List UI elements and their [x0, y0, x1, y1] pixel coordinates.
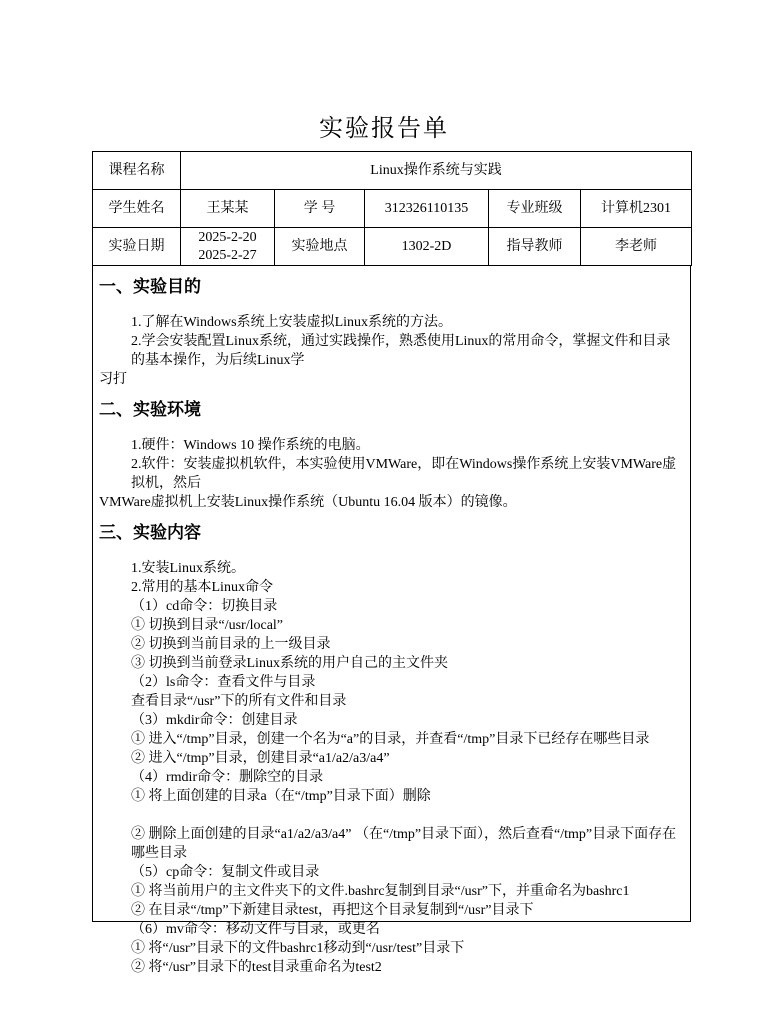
content-line: （1）cd命令：切换目录	[131, 599, 278, 614]
class-label: 专业班级	[489, 190, 581, 228]
environment-line: 2.软件：安装虚拟机软件，本实验使用VMWare，即在Windows操作系统上安装VMWare虚拟机，然后	[131, 457, 677, 491]
environment-line: VMWare虚拟机上安装Linux操作系统（Ubuntu 16.04 版本）的镜像。	[99, 495, 517, 510]
content-line: ① 进入“/tmp”目录，创建一个名为“a”的目录，并查看“/tmp”目录下已经存在哪些目录	[131, 732, 650, 747]
content-line: ② 删除上面创建的目录“a1/a2/a3/a4” （在“/tmp”目录下面），然后查看“/tmp”目录下面存在哪些目录	[131, 827, 677, 861]
content-line: （6）mv命令：移动文件与目录，或更名	[131, 922, 380, 937]
place-value: 1302-2D	[365, 228, 489, 266]
purpose-heading: 一、实验目的	[99, 277, 201, 296]
content-line: （5）cp命令：复制文件或目录	[131, 865, 320, 880]
place-label: 实验地点	[275, 228, 365, 266]
content-line: ② 在目录“/tmp”下新建目录test，再把这个目录复制到“/usr”目录下	[131, 903, 534, 918]
content-line: ③ 切换到当前登录Linux系统的用户自己的主文件夹	[131, 656, 448, 671]
date-label: 实验日期	[93, 228, 181, 266]
content-line: ① 切换到目录“/usr/local”	[131, 618, 284, 633]
date-value	[181, 228, 275, 266]
date-value-start: 2025-2-20	[198, 229, 257, 245]
info-row-date	[93, 228, 692, 266]
environment-line: 1.硬件：Windows 10 操作系统的电脑。	[131, 438, 370, 453]
content-line: ① 将当前用户的主文件夹下的文件.bashrc复制到目录“/usr”下，并重命名为bashrc1	[131, 884, 630, 899]
purpose-line: 习打	[99, 372, 127, 387]
info-row-student	[93, 190, 692, 228]
teacher-label: 指导教师	[489, 228, 581, 266]
name-label: 学生姓名	[93, 190, 181, 228]
content-line: ① 将“/usr”目录下的文件bashrc1移动到“/usr/test”目录下	[131, 941, 465, 956]
content-heading: 三、实验内容	[99, 523, 201, 542]
name-value: 王某某	[181, 190, 275, 228]
course-value: Linux操作系统与实践	[181, 152, 692, 190]
content-line: （3）mkdir命令：创建目录	[131, 713, 298, 728]
class-value: 计算机2301	[581, 190, 692, 228]
course-label: 课程名称	[93, 152, 181, 190]
id-label: 学 号	[275, 190, 365, 228]
content-line: 查看目录“/usr”下的所有文件和目录	[131, 694, 347, 709]
content-line: ② 进入“/tmp”目录，创建目录“a1/a2/a3/a4”	[131, 751, 390, 766]
purpose-line: 2.学会安装配置Linux系统，通过实践操作，熟悉使用Linux的常用命令，掌握文件和目录的基本操作，为后续Linux学	[131, 334, 671, 368]
content-line: ② 将“/usr”目录下的test目录重命名为test2	[131, 960, 382, 975]
content-line: ① 将上面创建的目录a（在“/tmp”目录下面）删除	[131, 789, 431, 804]
content-line: 2.常用的基本Linux命令	[131, 580, 273, 595]
document-title: 实验报告单	[319, 116, 449, 142]
content-line: （2）ls命令：查看文件与目录	[131, 675, 316, 690]
teacher-value: 李老师	[581, 228, 692, 266]
purpose-line: 1.了解在Windows系统上安装虚拟Linux系统的方法。	[131, 315, 453, 330]
info-row-course	[93, 152, 692, 190]
report-body	[92, 265, 691, 975]
date-value-end: 2025-2-27	[198, 247, 257, 263]
content-line: ② 切换到当前目录的上一级目录	[131, 637, 331, 652]
blank-line	[99, 806, 684, 825]
id-value: 312326110135	[365, 190, 489, 228]
environment-heading: 二、实验环境	[99, 400, 201, 419]
content-line: 1.安装Linux系统。	[131, 561, 245, 576]
content-line: （4）rmdir命令：删除空的目录	[131, 770, 324, 785]
info-table	[92, 151, 692, 266]
